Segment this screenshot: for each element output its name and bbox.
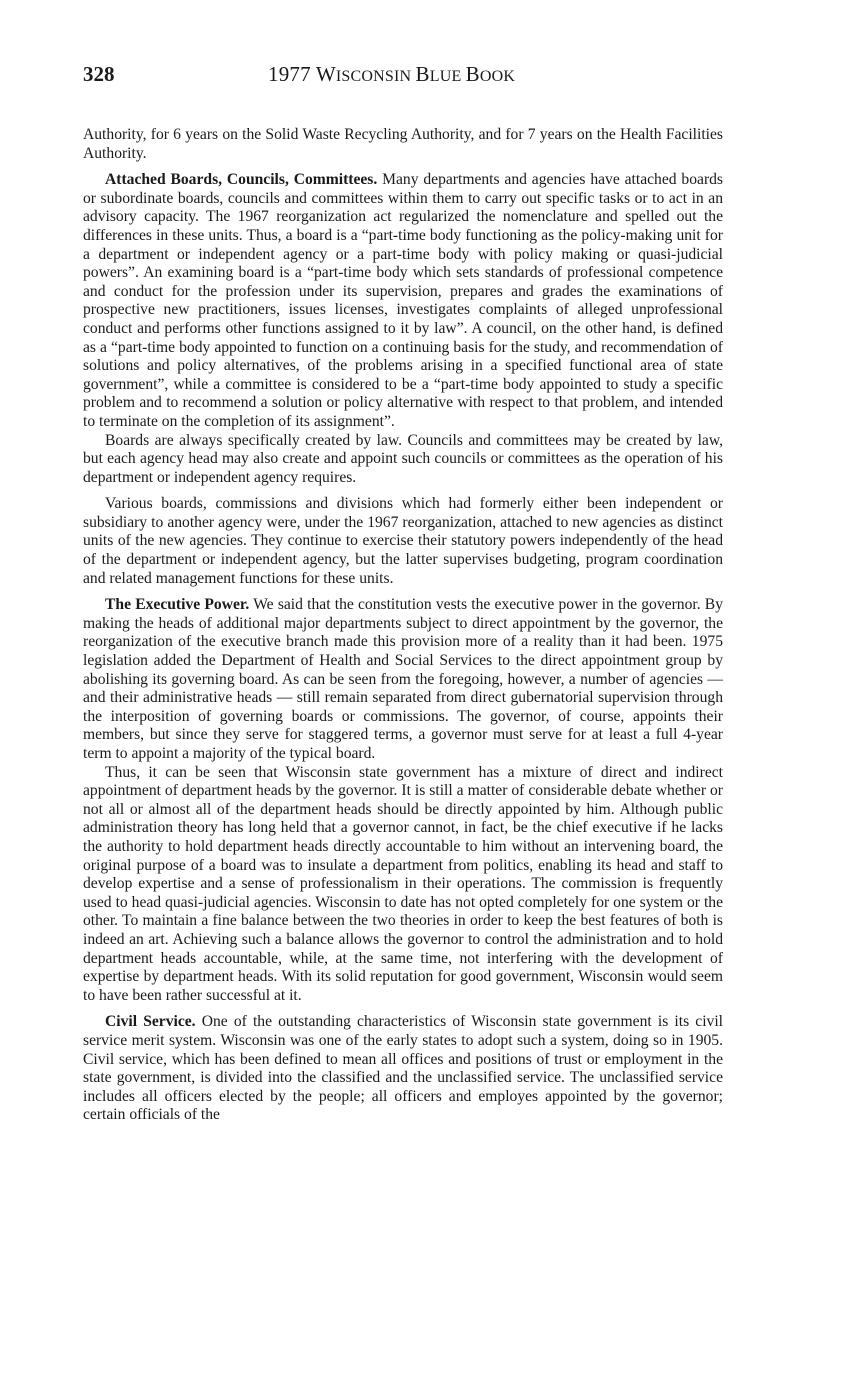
document-page	[83, 62, 723, 1125]
body-text	[83, 126, 723, 1125]
title-w: W	[315, 62, 336, 86]
section-heading-attached-boards: Attached Boards, Councils, Committees.	[105, 171, 378, 189]
paragraph-mixture: Thus, it can be seen that Wisconsin state government has a mixture of direct and indirect appointment of department heads by the governor. It is still a matter of considerable debate whether or not all or almost all of the department heads should be directly appointed by him. Although public administration theory has long held that a governor cannot, in fact, be the chief executive if he lacks the authority to hold department heads directly accountable to him without an intervening board, the original purpose of a board was to insulate a department from politics, enabling its head and staff to develop expertise and a sense of professionalism in their operations. The commission is frequently used to head quasi-judicial agencies. Wisconsin to date has not opted completely for one system or the other. To maintain a fine balance between the two theories in order to keep the best features of both is indeed an art. Achieving such a balance allows the governor to control the administration and to hold department heads accountable, while, at the same time, not interfering with the development of expertise by department heads. With its solid reputation for good government, Wisconsin would seem to have been rather successful at it.	[83, 763, 723, 1004]
title-bk: B	[465, 62, 480, 86]
paragraph-civil-service: Civil Service. One of the outstanding characteristics of Wisconsin state government is its civil service merit system. Wisconsin was one of the early states to adopt such a system, doing so in 1905. Civil service, which has been defined to mean all offices and positions of trust or employment in the state government, is divided into the classified and the unclassified service. The unclassified service includes all officers elected by the people; all officers and employes appointed by the governor; certain officials of the	[83, 1013, 723, 1124]
paragraph-continuation: Authority, for 6 years on the Solid Waste Recycling Authority, and for 7 years on the Health Facilities Authority.	[83, 126, 723, 162]
title-w-rest: ISCONSIN	[335, 68, 416, 85]
running-title	[268, 62, 515, 87]
paragraph-attached-boards: Attached Boards, Councils, Committees. Many departments and agencies have attached boards or subordinate boards, councils and committees within them to carry out specific tasks or to act in an advisory capacity. The 1967 reorganization act regularized the nomenclature and spelled out the differences in these units. Thus, a board is a “part-time body functioning as the policy-making unit for a department or independent agency or a part-time body with policy making or quasi-judicial powers”. An examining board is a “part-time body which sets standards of professional competence and conduct for the profession under its supervision, prepares and grades the examinations of prospective new practitioners, issues licenses, investigates complaints of alleged unprofessional conduct and performs other functions assigned to it by law”. A council, on the other hand, is defined as a “part-time body appointed to function on a continuing basis for the study, and recommendation of solutions and policy alternatives, of the problems arising in a specified functional area of state government”, while a committee is considered to be a “part-time body appointed to study a specific problem and to recommend a solution or policy alternative with respect to that problem, and intended to terminate on the completion of its assignment”.	[83, 171, 724, 430]
page-number: 328	[83, 62, 115, 86]
section-heading-civil-service: Civil Service.	[105, 1013, 196, 1031]
paragraph-boards-created: Boards are always specifically created by law. Councils and committees may be created by law, but each agency head may also create and appoint such councils or committees as the operation of his department or independent agency requires.	[83, 431, 723, 486]
title-year: 1977	[268, 62, 316, 86]
title-b-rest: LUE	[429, 68, 466, 85]
paragraph-various-boards: Various boards, commissions and divisions which had formerly either been independent or subsidiary to another agency were, under the 1967 reorganization, attached to new agencies as distinct units of the new agencies. They continue to exercise their statutory powers independently of the head of the department or independent agency, but the latter supervises budgeting, program coordination and related management functions for these units.	[83, 495, 723, 587]
page-header	[83, 62, 723, 96]
paragraph-executive-power: The Executive Power. We said that the constitution vests the executive power in the governor. By making the heads of additional major departments subject to direct appointment by the governor, the reorganization of the executive branch made this provision more of a reality than it had been. 1975 legislation added the Department of Health and Social Services to the direct appointment group by abolishing its governing board. As can be seen from the foregoing, however, a number of agencies — and their administrative heads — still remain separated from direct gubernatorial supervision through the interposition of governing boards or commissions. The governor, of course, appoints their members, but since they serve for staggered terms, a governor must serve for at least a full 4-year term to appoint a majority of the typical board.	[83, 596, 724, 762]
title-b: B	[415, 62, 430, 86]
section-heading-executive-power: The Executive Power.	[105, 596, 250, 614]
title-bk-rest: OOK	[479, 68, 516, 85]
